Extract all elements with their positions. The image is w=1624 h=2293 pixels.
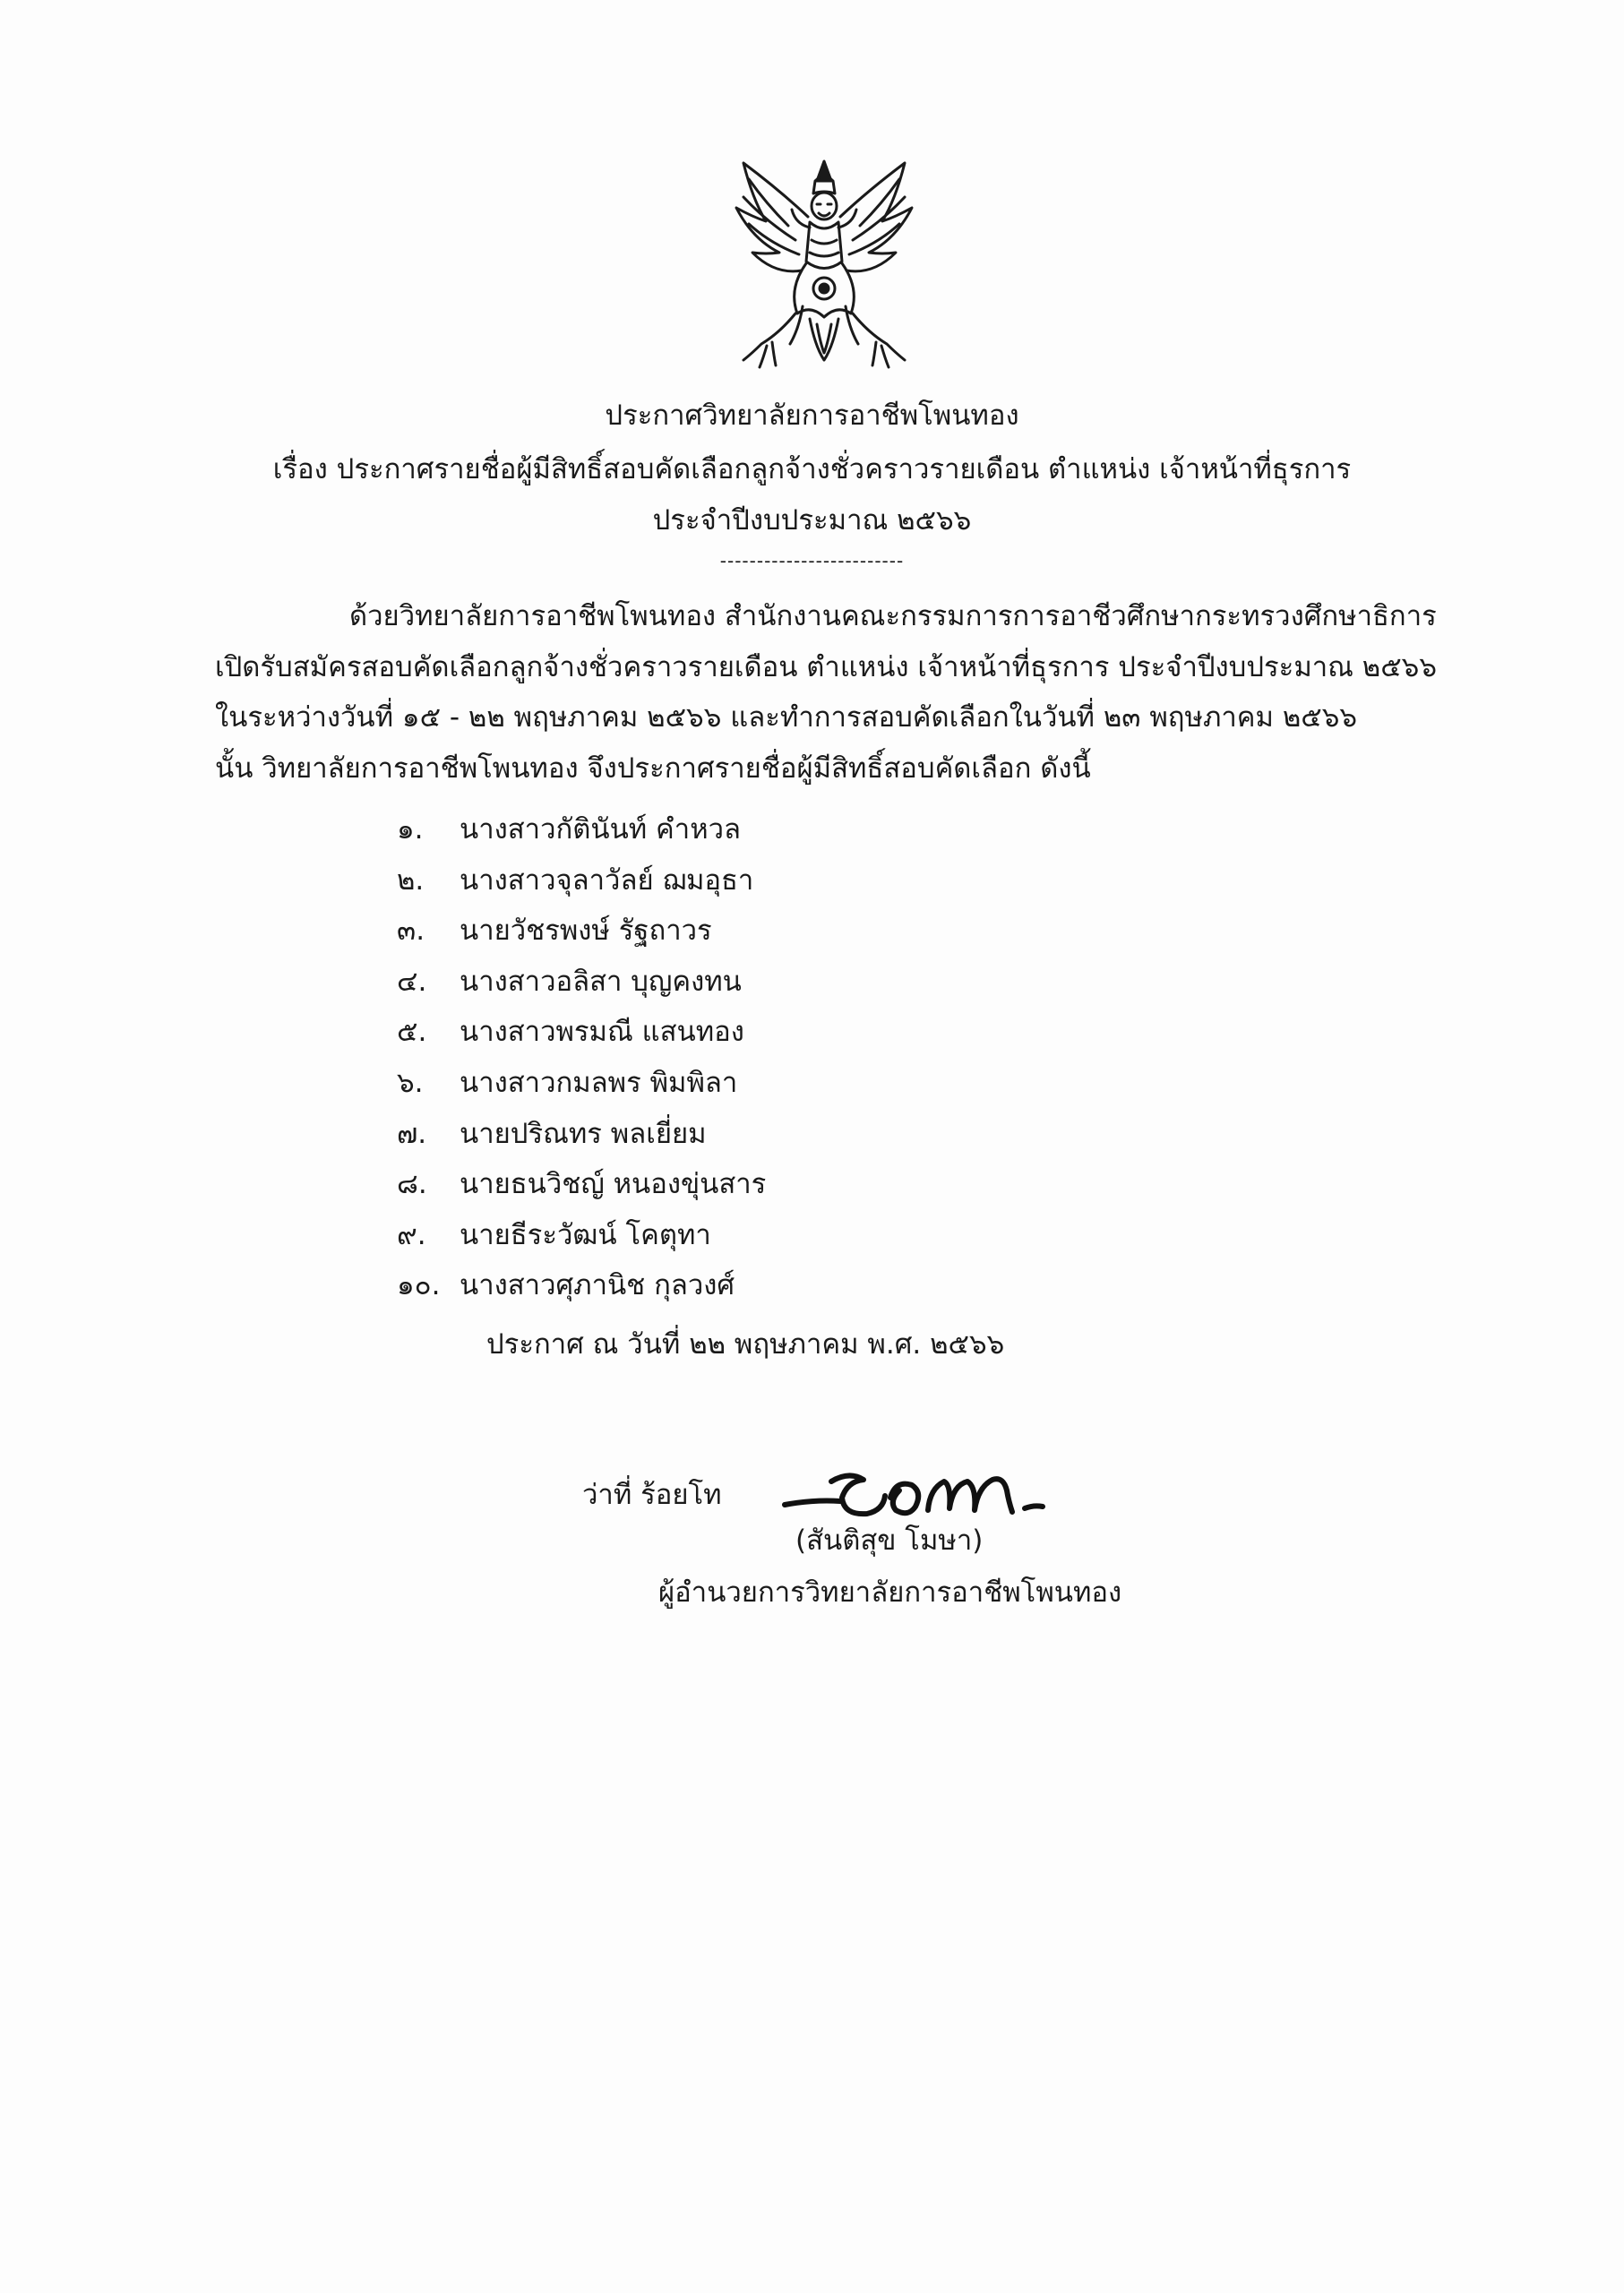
list-item-number: ๓. xyxy=(397,915,425,948)
signatory-name: (สันติสุข โมษา) xyxy=(795,1524,984,1557)
list-item-number: ๔. xyxy=(397,965,427,998)
candidate-name: นางสาวอลิสา บุญคงทน xyxy=(460,965,742,998)
candidate-name: นายธนวิชญ์ หนองขุ่นสาร xyxy=(460,1168,767,1201)
list-item xyxy=(397,1218,766,1273)
list-item xyxy=(397,1269,766,1323)
list-item-number: ๕. xyxy=(397,1016,427,1049)
candidate-name: นางสาวกัตินันท์ คำหวล xyxy=(460,813,742,846)
signatory-rank: ว่าที่ ร้อยโท xyxy=(582,1479,722,1511)
announcement-title: ประกาศวิทยาลัยการอาชีพโพนทอง xyxy=(605,399,1019,432)
heading-divider: ------------------------- xyxy=(719,550,905,571)
candidate-name: นางสาวศุภานิช กุลวงศ์ xyxy=(460,1269,735,1302)
list-item xyxy=(397,1117,766,1172)
body-paragraph-line: นั้น วิทยาลัยการอาชีพโพนทอง จึงประกาศรายชื่อผู้มีสิทธิ์สอบคัดเลือก ดังนี้ xyxy=(215,752,1091,785)
list-item-number: ๑. xyxy=(397,813,424,846)
body-paragraph-line: ในระหว่างวันที่ ๑๕ - ๒๒ พฤษภาคม ๒๕๖๖ และทำการสอบคัดเลือกในวันที่ ๒๓ พฤษภาคม ๒๕๖๖ xyxy=(215,701,1358,734)
list-item xyxy=(397,813,766,867)
candidate-name: นางสาวพรมณี แสนทอง xyxy=(460,1016,744,1049)
candidate-name: นางสาวจุลาวัลย์ ฌมอุธา xyxy=(460,863,754,897)
list-item-number: ๒. xyxy=(397,863,425,897)
list-item-number: ๙. xyxy=(397,1218,426,1251)
candidate-name: นายวัชรพงษ์ รัฐถาวร xyxy=(460,915,712,948)
list-item xyxy=(397,917,766,968)
announcement-date: ประกาศ ณ วันที่ ๒๒ พฤษภาคม พ.ศ. ๒๕๖๖ xyxy=(486,1328,1005,1361)
list-item-number: ๑๐. xyxy=(397,1269,441,1302)
list-item xyxy=(397,1066,766,1121)
list-item xyxy=(397,1018,766,1069)
announcement-fiscal-year: ประจำปีงบประมาณ ๒๕๖๖ xyxy=(652,504,972,537)
list-item xyxy=(397,1168,767,1222)
candidate-name: นายปริณทร พลเยี่ยม xyxy=(460,1117,707,1150)
candidate-name: นางสาวกมลพร พิมพิลา xyxy=(460,1066,738,1099)
announcement-subject: เรื่อง ประกาศรายชื่อผู้มีสิทธิ์สอบคัดเลือกลูกจ้างชั่วคราวรายเดือน ตำแหน่ง เจ้าหน้าที่ธุรการ xyxy=(272,453,1352,485)
list-item-number: ๖. xyxy=(397,1066,424,1099)
list-item-number: ๘. xyxy=(397,1168,427,1201)
garuda-emblem-icon xyxy=(717,154,932,374)
candidate-list xyxy=(397,813,767,1323)
list-item xyxy=(397,965,766,1019)
list-item xyxy=(397,863,766,918)
candidate-name: นายธีระวัฒน์ โคตุทา xyxy=(460,1218,711,1251)
body-paragraph-line: ด้วยวิทยาลัยการอาชีพโพนทอง สำนักงานคณะกรรมการการอาชีวศึกษากระทรวงศึกษาธิการ xyxy=(349,600,1437,632)
list-item-number: ๗. xyxy=(397,1117,427,1150)
signatory-title: ผู้อำนวยการวิทยาลัยการอาชีพโพนทอง xyxy=(658,1576,1122,1609)
body-paragraph-line: เปิดรับสมัครสอบคัดเลือกลูกจ้างชั่วคราวรายเดือน ตำแหน่ง เจ้าหน้าที่ธุรการ ประจำปีงบประมาณ ๒๕๖๖ xyxy=(215,651,1438,683)
